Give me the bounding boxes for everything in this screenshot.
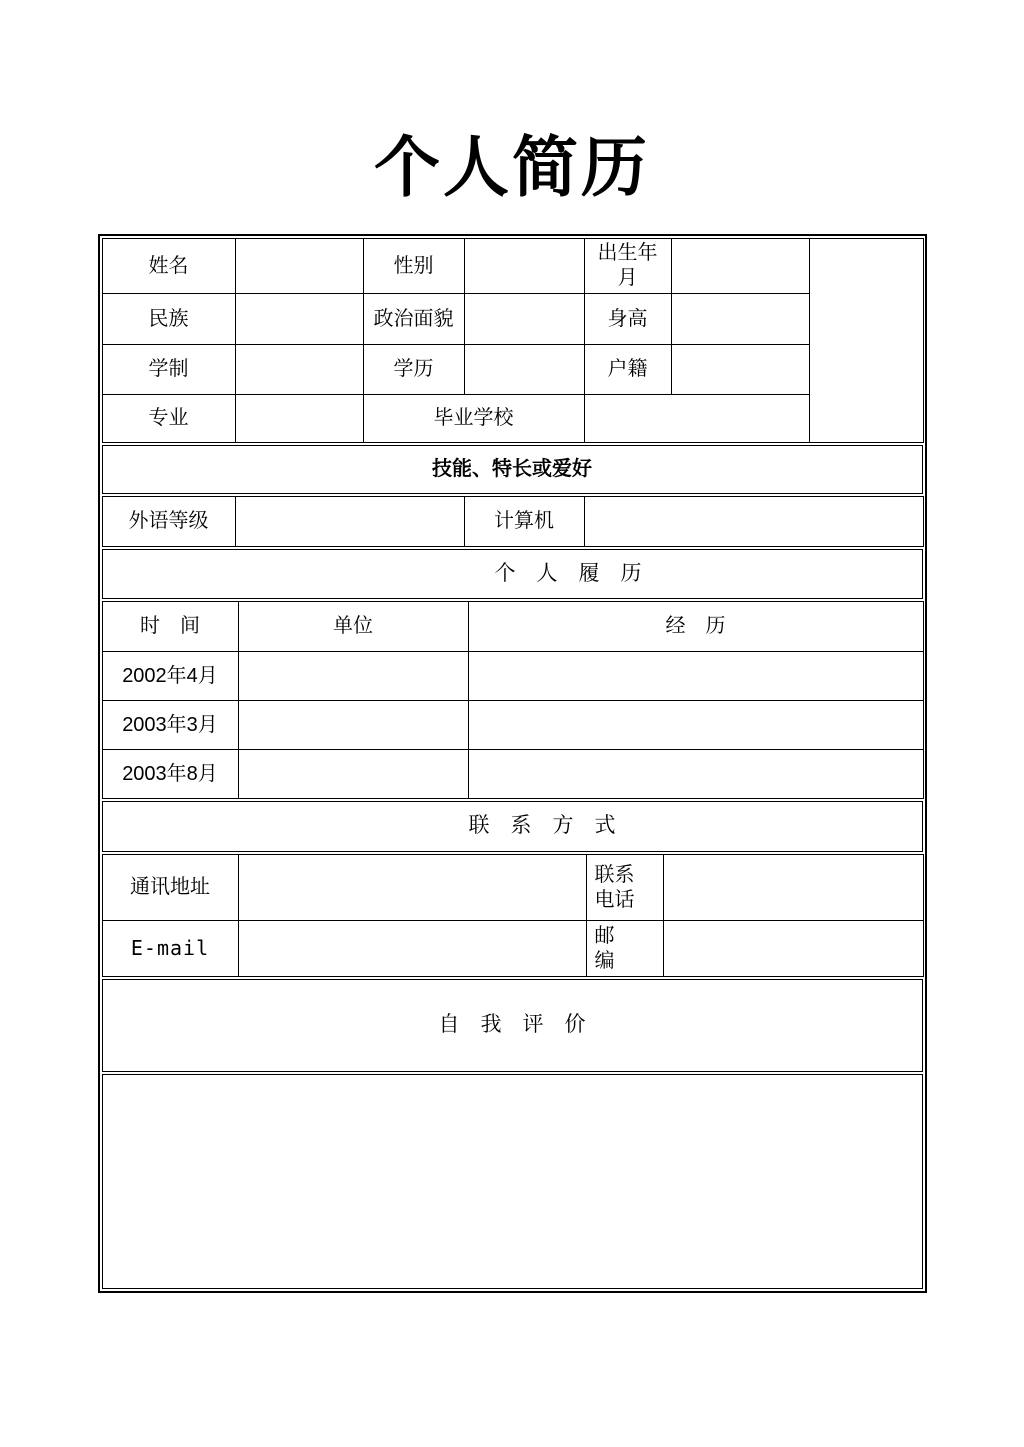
self-evaluation-header: 自 我 评 价 <box>102 980 922 1072</box>
experience-col-time: 时 间 <box>102 602 238 652</box>
email-field[interactable] <box>238 921 586 977</box>
political-status-label: 政治面貌 <box>363 294 464 345</box>
political-status-field[interactable] <box>464 294 584 345</box>
photo-cell[interactable] <box>809 239 923 443</box>
basic-info-table <box>102 238 924 443</box>
experience-date: 2003年8月 <box>102 750 238 799</box>
computer-label: 计算机 <box>464 497 584 547</box>
skills-section <box>102 445 923 494</box>
name-field[interactable] <box>235 239 363 294</box>
major-field[interactable] <box>235 395 363 443</box>
gender-field[interactable] <box>464 239 584 294</box>
major-label: 专业 <box>102 395 235 443</box>
height-label: 身高 <box>584 294 671 345</box>
address-field[interactable] <box>238 855 586 921</box>
residence-label: 户籍 <box>584 345 671 395</box>
postal-code-label: 邮编 <box>586 921 663 977</box>
foreign-language-label: 外语等级 <box>102 497 235 547</box>
schooling-label: 学制 <box>102 345 235 395</box>
contact-section <box>102 801 923 852</box>
experience-desc-field[interactable] <box>468 750 923 799</box>
email-label: E-mail <box>102 921 238 977</box>
address-label: 通讯地址 <box>102 855 238 921</box>
name-label: 姓名 <box>102 239 235 294</box>
experience-unit-field[interactable] <box>238 652 468 701</box>
experience-row <box>102 750 923 799</box>
skills-section-header: 技能、特长或爱好 <box>102 446 922 494</box>
experience-unit-field[interactable] <box>238 750 468 799</box>
experience-date: 2002年4月 <box>102 652 238 701</box>
computer-field[interactable] <box>584 497 923 547</box>
phone-field[interactable] <box>663 855 923 921</box>
experience-col-desc: 经 历 <box>468 602 923 652</box>
experience-row <box>102 652 923 701</box>
experience-date: 2003年3月 <box>102 701 238 750</box>
self-evaluation-box <box>102 1074 923 1289</box>
experience-col-unit: 单位 <box>238 602 468 652</box>
gender-label: 性别 <box>363 239 464 294</box>
foreign-language-field[interactable] <box>235 497 464 547</box>
experience-section <box>102 549 923 599</box>
birthdate-field[interactable] <box>671 239 809 294</box>
experience-desc-field[interactable] <box>468 701 923 750</box>
education-field[interactable] <box>464 345 584 395</box>
birthdate-label: 出生年月 <box>584 239 671 294</box>
education-label: 学历 <box>363 345 464 395</box>
postal-code-field[interactable] <box>663 921 923 977</box>
schooling-field[interactable] <box>235 345 363 395</box>
graduation-school-label: 毕业学校 <box>363 395 584 443</box>
page-title: 个人简历 <box>374 132 650 205</box>
phone-label: 联系电话 <box>586 855 663 921</box>
self-evaluation-field[interactable] <box>102 1075 922 1289</box>
experience-table <box>102 601 924 799</box>
contact-table <box>102 854 924 977</box>
skills-table <box>102 496 924 547</box>
experience-section-header: 个 人 履 历 <box>102 550 922 599</box>
resume-table <box>98 234 927 1293</box>
contact-section-header: 联 系 方 式 <box>102 802 922 852</box>
experience-row <box>102 701 923 750</box>
residence-field[interactable] <box>671 345 809 395</box>
self-evaluation-section <box>102 979 923 1072</box>
ethnicity-label: 民族 <box>102 294 235 345</box>
height-field[interactable] <box>671 294 809 345</box>
experience-unit-field[interactable] <box>238 701 468 750</box>
experience-desc-field[interactable] <box>468 652 923 701</box>
ethnicity-field[interactable] <box>235 294 363 345</box>
graduation-school-field[interactable] <box>584 395 809 443</box>
